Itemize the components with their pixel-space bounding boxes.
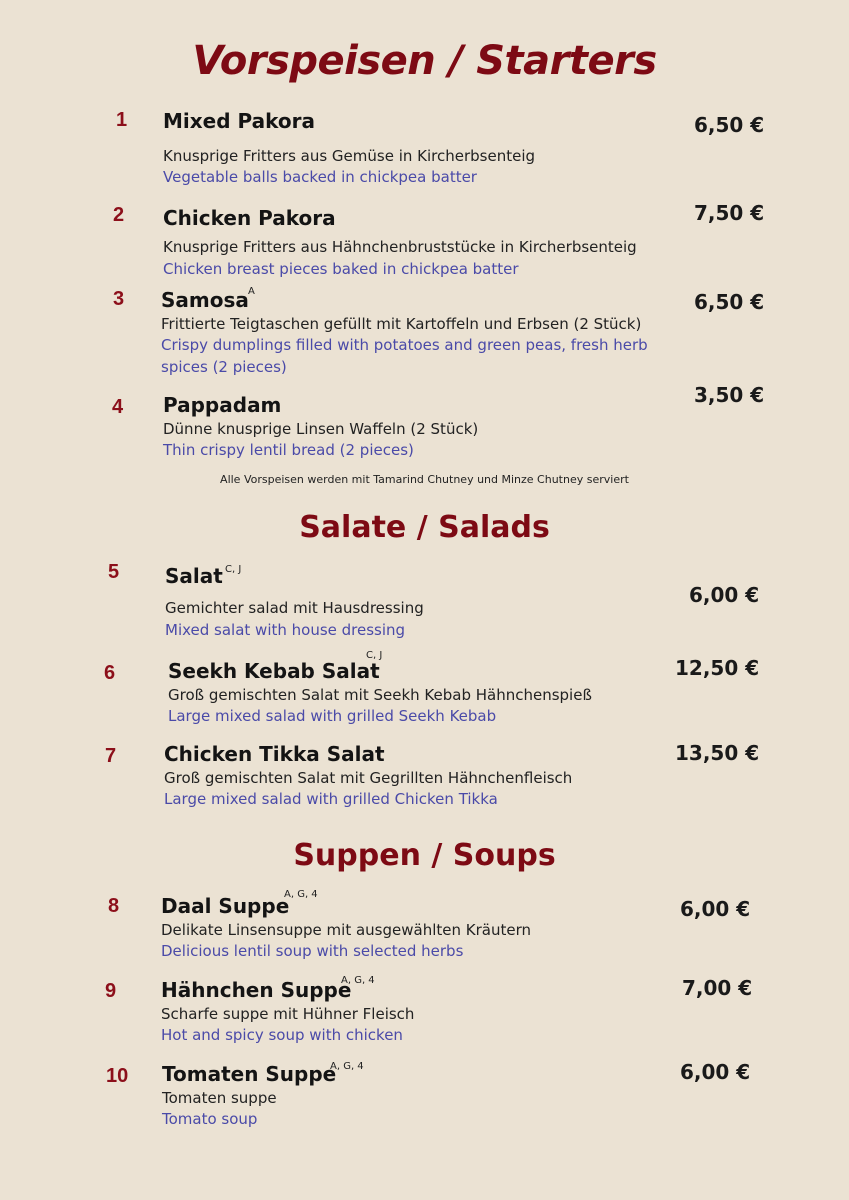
item-allergens: A, G, 4	[341, 975, 375, 986]
item-description-de: Gemichter salad mit Hausdressing	[165, 599, 424, 617]
item-description-de: Scharfe suppe mit Hühner Fleisch	[161, 1005, 415, 1023]
section-title-starters: Vorspeisen / Starters	[192, 38, 657, 84]
item-description-en: Crispy dumplings filled with potatoes and green peas, fresh herb spices (2 pieces)	[161, 336, 648, 376]
item-number: 3	[113, 288, 125, 310]
item-number: 8	[108, 895, 120, 917]
item-name: Daal Suppe	[161, 894, 290, 918]
item-price: 6,50 €	[694, 113, 765, 137]
item-description-de: Delikate Linsensuppe mit ausgewählten Kräutern	[161, 921, 531, 939]
item-number: 9	[105, 980, 117, 1002]
item-description-en: Mixed salat with house dressing	[165, 621, 406, 639]
item-allergens: A, G, 4	[330, 1061, 364, 1072]
item-description-en: Vegetable balls backed in chickpea batter	[163, 168, 477, 186]
item-name: Hähnchen Suppe	[161, 978, 352, 1002]
item-description-en: Chicken breast pieces baked in chickpea batter	[163, 260, 519, 278]
item-description-de: Knusprige Fritters aus Hähnchenbruststücke in Kircherbsenteig	[163, 238, 637, 256]
item-number: 4	[112, 396, 124, 418]
item-name: Mixed Pakora	[163, 109, 315, 133]
item-description-de: Knusprige Fritters aus Gemüse in Kircherbsenteig	[163, 147, 536, 165]
item-description-de: Groß gemischten Salat mit Gegrillten Hähnchenfleisch	[164, 769, 573, 787]
item-price: 6,50 €	[694, 290, 765, 314]
item-description-de: Frittierte Teigtaschen gefüllt mit Kartoffeln und Erbsen (2 Stück)	[161, 315, 642, 333]
item-price: 6,00 €	[680, 1060, 751, 1084]
item-name: Tomaten Suppe	[162, 1062, 337, 1086]
item-price: 13,50 €	[675, 741, 760, 765]
section-title-soups: Suppen / Soups	[293, 838, 556, 873]
item-description-en: Thin crispy lentil bread (2 pieces)	[163, 441, 414, 459]
section-title-salads: Salate / Salads	[299, 510, 550, 545]
item-number: 10	[106, 1065, 129, 1087]
item-price: 3,50 €	[694, 383, 765, 407]
item-description-en: Delicious lentil soup with selected herbs	[161, 942, 464, 960]
item-price: 7,50 €	[694, 201, 765, 225]
item-name: Chicken Pakora	[163, 206, 336, 230]
item-description-en: Tomato soup	[162, 1110, 258, 1128]
starters-note: Alle Vorspeisen werden mit Tamarind Chutney und Minze Chutney serviert	[220, 473, 629, 486]
item-description-de: Dünne knusprige Linsen Waffeln (2 Stück)	[163, 420, 479, 438]
item-number: 5	[108, 561, 120, 583]
item-name: Samosa	[161, 288, 249, 312]
item-price: 7,00 €	[682, 976, 753, 1000]
item-number: 1	[116, 109, 128, 131]
item-description-en: Large mixed salad with grilled Chicken Tikka	[164, 790, 498, 808]
item-description-en: Large mixed salad with grilled Seekh Kebab	[168, 707, 497, 725]
item-price: 6,00 €	[680, 897, 751, 921]
item-description-de: Tomaten suppe	[162, 1089, 277, 1107]
item-number: 6	[104, 662, 116, 684]
item-name: Seekh Kebab Salat	[168, 659, 380, 683]
item-price: 6,00 €	[689, 583, 760, 607]
item-allergens: C, J	[225, 564, 242, 575]
item-allergens: A	[248, 286, 255, 297]
item-name: Chicken Tikka Salat	[164, 742, 385, 766]
item-description-en: Hot and spicy soup with chicken	[161, 1026, 403, 1044]
item-allergens: C, J	[366, 650, 383, 661]
item-allergens: A, G, 4	[284, 889, 318, 900]
item-description-de: Groß gemischten Salat mit Seekh Kebab Hähnchenspieß	[168, 686, 592, 704]
item-name: Salat	[165, 564, 223, 588]
item-number: 2	[113, 204, 125, 226]
item-number: 7	[105, 745, 117, 767]
item-name: Pappadam	[163, 393, 282, 417]
item-price: 12,50 €	[675, 656, 760, 680]
